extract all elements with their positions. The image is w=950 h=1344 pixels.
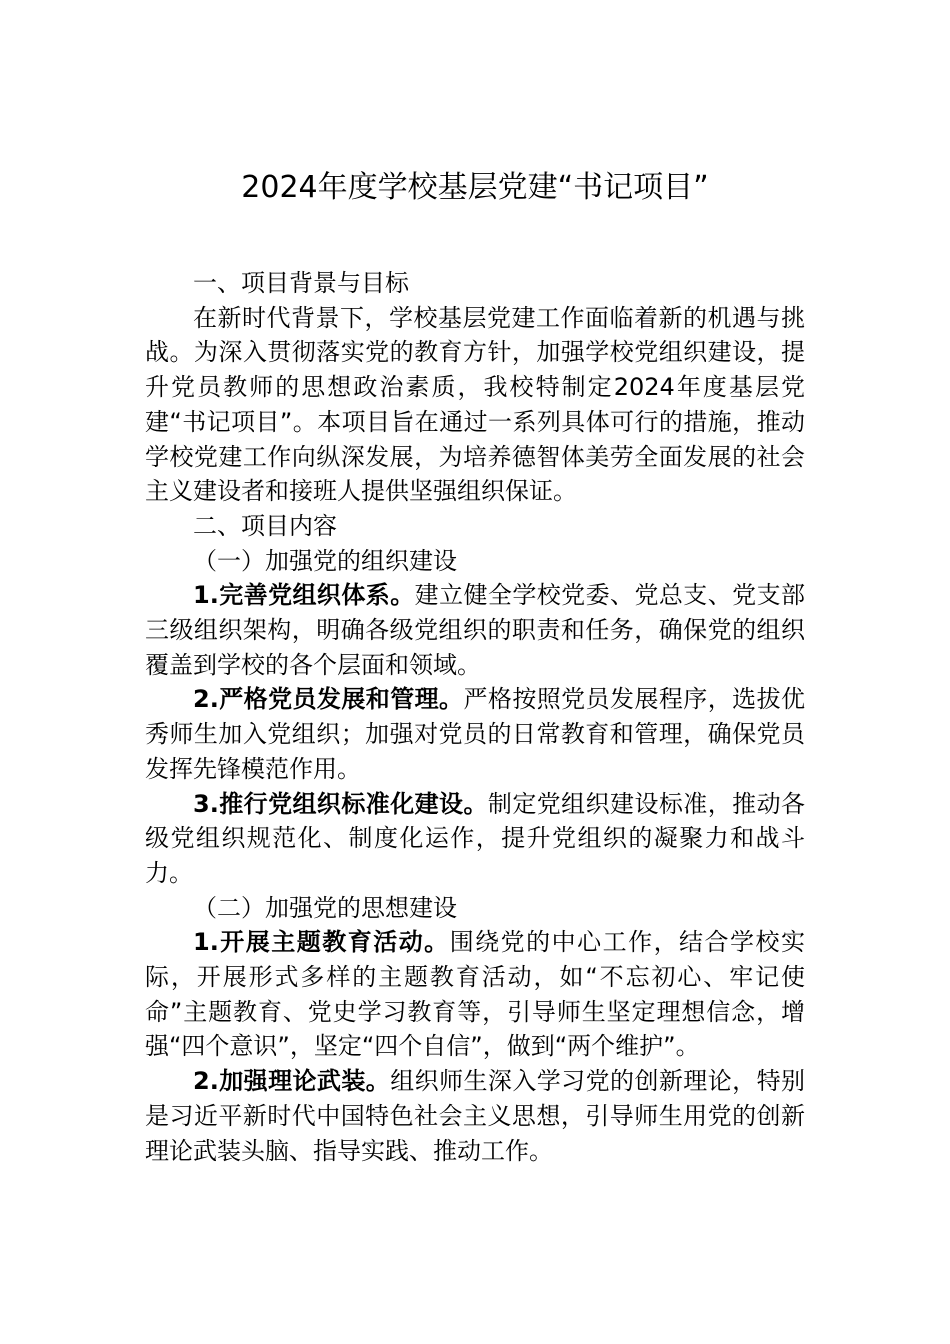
subsection-heading-organization: （一）加强党的组织建设	[193, 546, 457, 575]
subsection-heading-ideology: （二）加强党的思想建设	[193, 893, 457, 922]
item-text: 建立健全学校党委、党总支、党支部三级组织架构，明确各级党组织的职责和任务，确保党的组织覆盖到学校的各个层面和领域。	[145, 581, 805, 679]
item-lead: 1.完善党组织体系。	[193, 581, 415, 610]
item-text: 围绕党的中心工作，结合学校实际，开展形式多样的主题教育活动，如“不忘初心、牢记使命”主题教育、党史学习教育等，引导师生坚定理想信念，增强“四个意识”，坚定“四个自信”，做到“两个维护”。	[145, 928, 806, 1061]
item-text: 组织师生深入学习党的创新理论，特别是习近平新时代中国特色社会主义思想，引导师生用党的创新理论武装头脑、指导实践、推动工作。	[145, 1067, 805, 1165]
item-lead: 1.开展主题教育活动。	[193, 928, 450, 957]
list-item	[145, 578, 805, 682]
list-item	[145, 787, 805, 891]
list-item	[145, 682, 805, 786]
item-lead: 2.严格党员发展和管理。	[193, 685, 464, 714]
section-heading-content: 二、项目内容	[193, 511, 337, 540]
item-lead: 2.加强理论武装。	[193, 1067, 391, 1096]
item-text: 制定党组织建设标准，推动各级党组织规范化、制度化运作，提升党组织的凝聚力和战斗力。	[145, 789, 805, 887]
document-title: 2024年度学校基层党建“书记项目”	[241, 170, 709, 205]
item-lead: 3.推行党组织标准化建设。	[193, 789, 488, 818]
list-item	[145, 1064, 805, 1168]
document-body	[145, 168, 805, 1168]
item-text: 严格按照党员发展程序，选拔优秀师生加入党组织；加强对党员的日常教育和管理，确保党员发挥先锋模范作用。	[145, 685, 805, 783]
list-item	[145, 925, 805, 1064]
section-heading-background: 一、项目背景与目标	[193, 269, 409, 297]
section-paragraph-background: 在新时代背景下，学校基层党建工作面临着新的机遇与挑战。为深入贯彻落实党的教育方针，加强学校党组织建设，提升党员教师的思想政治素质，我校特制定2024年度基层党建“书记项目”。本项目旨在通过一系列具体可行的措施，推动学校党建工作向纵深发展，为培养德智体美劳全面发展的社会主义建设者和接班人提供坚强组织保证。	[145, 303, 805, 506]
